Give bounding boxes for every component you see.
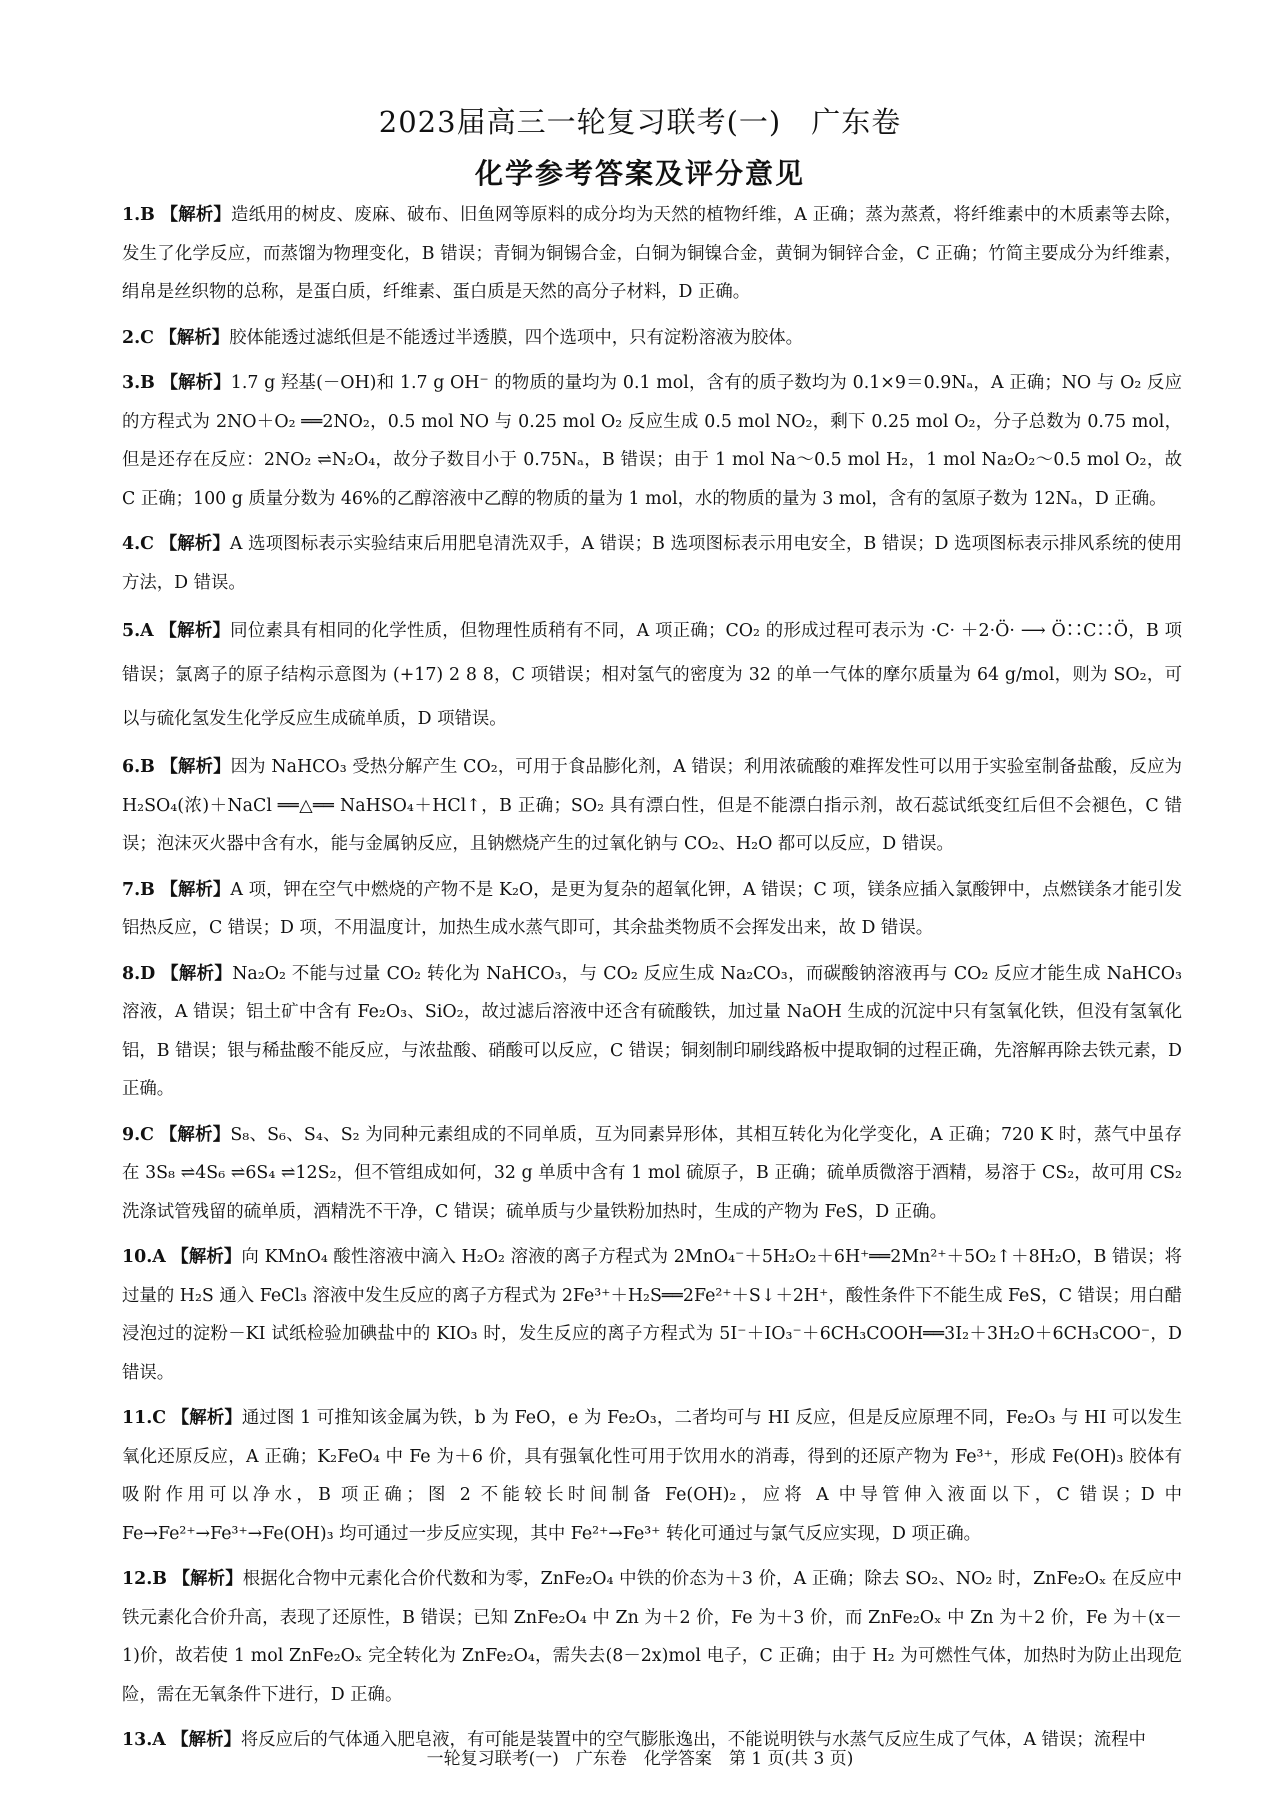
answer-item-7 xyxy=(122,871,1182,948)
answer-text: 向 KMnO₄ 酸性溶液中滴入 H₂O₂ 溶液的离子方程式为 2MnO₄⁻＋5H₂O₂＋6H⁺══2Mn²⁺＋5O₂↑＋8H₂O，B 错误；将过量的 H₂S 通入 FeCl₃ 溶液中发生反应的离子方程式为 2Fe³⁺＋H₂S══2Fe²⁺＋S↓＋2H⁺，酸性条件下不能生成 FeS，C 错误；用白醋浸泡过的淀粉－KI 试纸检验加碘盐中的 KIO₃ 时，发生反应的离子方程式为 5I⁻＋IO₃⁻＋6CH₃COOH══3I₂＋3H₂O＋6CH₃COO⁻，D 错误。 xyxy=(122,1247,1182,1383)
page-title: 2023届高三一轮复习联考(一) 广东卷 xyxy=(378,105,902,139)
answer-item-12 xyxy=(122,1560,1182,1714)
analysis-tag: 【解析】 xyxy=(159,534,230,554)
answer-number: 8.D xyxy=(122,963,156,984)
analysis-tag: 【解析】 xyxy=(172,1569,243,1589)
answer-number: 3.B xyxy=(122,373,155,393)
answer-number: 4.C xyxy=(122,534,154,554)
answer-text: A 选项图标表示实验结束后用肥皂清洗双手，A 错误；B 选项图标表示用电安全，B 错误；D 选项图标表示排风系统的使用方法，D 错误。 xyxy=(122,534,1182,593)
analysis-tag: 【解析】 xyxy=(160,757,231,777)
answer-number: 10.A xyxy=(122,1247,166,1267)
page-footer: 一轮复习联考(一) 广东卷 化学答案 第 1 页(共 3 页) xyxy=(426,1749,854,1769)
answer-text: 造纸用的树皮、废麻、破布、旧鱼网等原料的成分均为天然的植物纤维，A 正确；蒸为蒸煮，将纤维素中的木质素等去除，发生了化学反应，而蒸馏为物理变化，B 错误；青铜为铜锡合金，白铜为铜镍合金，黄铜为铜锌合金，C 正确；竹简主要成分为纤维素，绢帛是丝织物的总称，是蛋白质，纤维素、蛋白质是天然的高分子材料，D 正确。 xyxy=(122,205,1183,302)
analysis-tag: 【解析】 xyxy=(171,1247,242,1267)
answer-item-10 xyxy=(122,1238,1182,1392)
answer-number: 9.C xyxy=(122,1124,154,1145)
analysis-tag: 【解析】 xyxy=(160,205,232,225)
answer-item-4 xyxy=(122,525,1182,602)
answer-number: 2.C xyxy=(122,327,154,348)
answer-list xyxy=(122,196,1182,1767)
analysis-tag: 【解析】 xyxy=(160,879,231,900)
answer-number: 5.A xyxy=(122,621,154,641)
answer-item-9 xyxy=(122,1116,1182,1232)
answer-item-3 xyxy=(122,364,1182,518)
analysis-tag: 【解析】 xyxy=(159,1124,231,1145)
analysis-tag: 【解析】 xyxy=(171,1730,241,1750)
answer-item-8 xyxy=(122,955,1182,1109)
answer-text: S₈、S₆、S₄、S₂ 为同种元素组成的不同单质，互为同素异形体，其相互转化为化学变化，A 正确；720 K 时，蒸气中虽存在 3S₈ ⇌4S₆ ⇌6S₄ ⇌12S₂，但不管组成如何，32 g 单质中含有 1 mol 硫原子，B 正确；硫单质微溶于酒精，易溶于 CS₂，故可用 CS₂ 洗涤试管残留的硫单质，酒精洗不干净，C 错误；硫单质与少量铁粉加热时，生成的产物为 FeS，D 正确。 xyxy=(122,1124,1182,1222)
answer-number: 7.B xyxy=(122,879,155,900)
analysis-tag: 【解析】 xyxy=(159,327,230,348)
analysis-tag: 【解析】 xyxy=(160,373,231,393)
analysis-tag: 【解析】 xyxy=(161,963,233,984)
answer-item-6 xyxy=(122,748,1182,864)
answer-text: 将反应后的气体通入肥皂液，有可能是装置中的空气膨胀逸出，不能说明铁与水蒸气反应生成了气体，A 错误；流程中 xyxy=(240,1730,1146,1750)
answer-text: A 项，钾在空气中燃烧的产物不是 K₂O，是更为复杂的超氧化钾，A 错误；C 项，镁条应插入氯酸钾中，点燃镁条才能引发铝热反应，C 错误；D 项，不用温度计，加热生成水蒸气即可，其余盐类物质不会挥发出来，故 D 错误。 xyxy=(122,879,1183,938)
answer-item-2 xyxy=(122,319,1182,358)
answer-text: 根据化合物中元素化合价代数和为零，ZnFe₂O₄ 中铁的价态为＋3 价，A 正确；除去 SO₂、NO₂ 时，ZnFe₂Oₓ 在反应中铁元素化合价升高，表现了还原性，B 错误；已知 ZnFe₂O₄ 中 Zn 为＋2 价，Fe 为＋3 价，而 ZnFe₂Oₓ 中 Zn 为＋2 价，Fe 为＋(x－1)价，故若使 1 mol ZnFe₂Oₓ 完全转化为 ZnFe₂O₄，需失去(8－2x)mol 电子，C 正确；由于 H₂ 为可燃性气体，加热时为防止出现危险，需在无氧条件下进行，D 正确。 xyxy=(122,1569,1182,1705)
answer-number: 12.B xyxy=(122,1569,167,1589)
answer-text: 通过图 1 可推知该金属为铁，b 为 FeO，e 为 Fe₂O₃，二者均可与 HI 反应，但是反应原理不同，Fe₂O₃ 与 HI 可以发生氧化还原反应，A 正确；K₂FeO₄ 中 Fe 为＋6 价，具有强氧化性可用于饮用水的消毒，得到的还原产物为 Fe³⁺，形成 Fe(OH)₃ 胶体有吸附作用可以净水，B 项正确；图 2 不能较长时间制备 Fe(OH)₂，应将 A 中导管伸入液面以下，C 错误；D 中 Fe→Fe²⁺→Fe³⁺→Fe(OH)₃ 均可通过一步反应实现，其中 Fe²⁺→Fe³⁺ 转化可通过与氯气反应实现，D 项正确。 xyxy=(122,1408,1182,1544)
answer-number: 11.C xyxy=(122,1408,167,1428)
answer-number: 1.B xyxy=(122,205,155,225)
analysis-tag: 【解析】 xyxy=(171,1408,242,1428)
answer-text: 同位素具有相同的化学性质，但物理性质稍有不同，A 项正确；CO₂ 的形成过程可表示为 ·C· ＋2·Ö· ⟶ Ö∷C∷Ö，B 项错误；氯离子的原子结构示意图为 (+17) 2 8 8，C 项错误；相对氢气的密度为 32 的单一气体的摩尔质量为 64 g/mol，则为 SO₂，可以与硫化氢发生化学反应生成硫单质，D 项错误。 xyxy=(122,621,1182,729)
analysis-tag: 【解析】 xyxy=(159,621,231,641)
answer-number: 6.B xyxy=(122,757,155,777)
answer-item-1 xyxy=(122,196,1182,312)
answer-item-5 xyxy=(122,609,1182,741)
answer-text: 1.7 g 羟基(－OH)和 1.7 g OH⁻ 的物质的量均为 0.1 mol，含有的质子数均为 0.1×9＝0.9Nₐ，A 正确；NO 与 O₂ 反应的方程式为 2NO＋O₂ ══2NO₂，0.5 mol NO 与 0.25 mol O₂ 反应生成 0.5 mol NO₂，剩下 0.25 mol O₂，分子总数为 0.75 mol，但是还存在反应：2NO₂ ⇌N₂O₄，故分子数目小于 0.75Nₐ，B 错误；由于 1 mol Na～0.5 mol H₂，1 mol Na₂O₂～0.5 mol O₂，故 C 正确；100 g 质量分数为 46%的乙醇溶液中乙醇的物质的量为 1 mol，水的物质的量为 3 mol，含有的氢原子数为 12Nₐ，D 正确。 xyxy=(122,373,1183,509)
answer-text: 胶体能透过滤纸但是不能透过半透膜，四个选项中，只有淀粉溶液为胶体。 xyxy=(229,327,804,348)
answer-item-11 xyxy=(122,1399,1182,1553)
answer-number: 13.A xyxy=(122,1730,166,1750)
answer-text: 因为 NaHCO₃ 受热分解产生 CO₂，可用于食品膨化剂，A 错误；利用浓硫酸的难挥发性可以用于实验室制备盐酸，反应为 H₂SO₄(浓)＋NaCl ══△══ NaHSO₄＋HCl↑，B 正确；SO₂ 具有漂白性，但是不能漂白指示剂，故石蕊试纸变红后但不会褪色，C 错误；泡沫灭火器中含有水，能与金属钠反应，且钠燃烧产生的过氧化钠与 CO₂、H₂O 都可以反应，D 错误。 xyxy=(122,757,1182,854)
answer-text: Na₂O₂ 不能与过量 CO₂ 转化为 NaHCO₃，与 CO₂ 反应生成 Na₂CO₃，而碳酸钠溶液再与 CO₂ 反应才能生成 NaHCO₃ 溶液，A 错误；铝土矿中含有 Fe₂O₃、SiO₂，故过滤后溶液中还含有硫酸铁，加过量 NaOH 生成的沉淀中只有氢氧化铁，但没有氢氧化铝，B 错误；银与稀盐酸不能反应，与浓盐酸、硝酸可以反应，C 错误；铜刻制印刷线路板中提取铜的过程正确，先溶解再除去铁元素，D 正确。 xyxy=(122,963,1182,1099)
page-subtitle: 化学参考答案及评分意见 xyxy=(474,157,805,190)
